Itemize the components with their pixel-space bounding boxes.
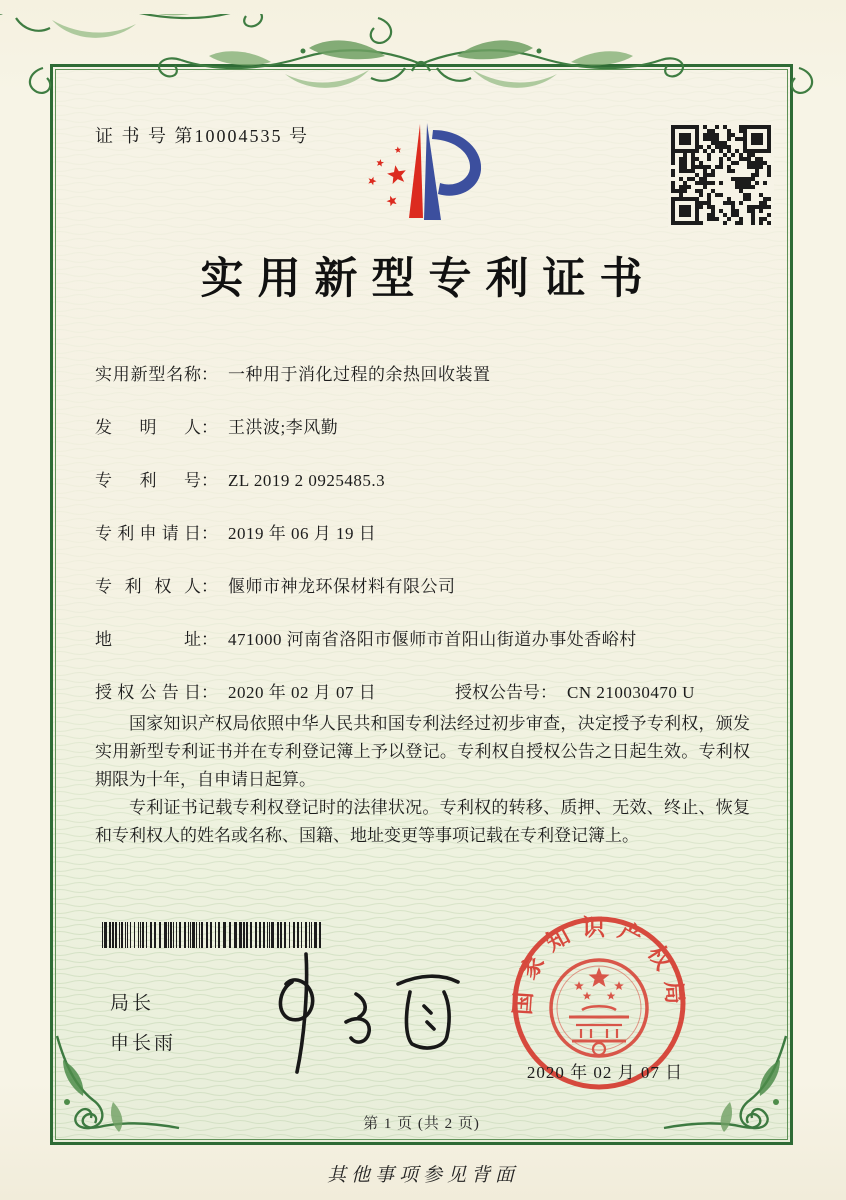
legal-text	[95, 710, 750, 850]
field-row	[95, 625, 753, 678]
field-row	[95, 572, 753, 625]
grant-number	[455, 678, 695, 703]
legal-paragraph: 国家知识产权局依照中华人民共和国专利法经过初步审查，决定授予专利权，颁发实用新型专利证书并在专利登记簿上予以登记。专利权自授权公告之日起生效。专利权期限为十年，自申请日起算。	[95, 714, 750, 789]
grant-date-label: 授权公告日	[95, 683, 201, 702]
field-label: 专利号	[95, 471, 201, 490]
field-row	[95, 519, 753, 572]
qr-code-icon	[668, 122, 774, 228]
field-row	[95, 360, 753, 413]
grant-no-label: 授权公告号	[455, 683, 540, 702]
field-value: ZL 2019 2 0925485.3	[228, 471, 386, 490]
colon: ：	[201, 524, 218, 543]
seal-date: 2020 年 02 月 07 日	[526, 1063, 684, 1082]
legal-paragraph: 专利证书记载专利权登记时的法律状况。专利权的转移、质押、无效、终止、恢复和专利权人的姓名或名称、国籍、地址变更等事项记载在专利登记簿上。	[95, 798, 750, 845]
field-row	[95, 466, 753, 519]
colon: ：	[201, 683, 218, 702]
field-value: 偃师市神龙环保材料有限公司	[228, 577, 456, 596]
field-label: 专利权人	[95, 577, 201, 596]
field-value: 一种用于消化过程的余热回收装置	[228, 365, 491, 384]
field-label: 专利申请日	[95, 524, 201, 543]
certificate-number: 证 书 号 第10004535 号	[95, 126, 309, 146]
svg-text:国家知识产权局	[510, 915, 688, 1016]
page-number: 第 1 页 (共 2 页)	[363, 1116, 480, 1132]
certificate-body	[50, 64, 793, 1145]
back-note: 其他事项参见背面	[326, 1165, 519, 1186]
grant-no-value: CN 210030470 U	[567, 683, 695, 702]
field-list	[95, 360, 753, 731]
certificate-title: 实用新型专利证书	[200, 256, 657, 303]
director-name: 申长雨	[110, 1033, 177, 1054]
field-label: 实用新型名称	[95, 365, 201, 384]
colon: ：	[201, 418, 218, 437]
seal-text: 国家知识产权局	[510, 915, 688, 1016]
colon: ：	[201, 577, 218, 596]
colon: ：	[201, 365, 218, 384]
cnipa-patent-logo-icon	[350, 110, 515, 232]
corner-flourish-icon	[53, 1030, 183, 1142]
director-title: 局长	[110, 993, 155, 1014]
field-label: 发明人	[95, 418, 201, 437]
colon: ：	[201, 630, 218, 649]
director-signature-icon	[230, 942, 480, 1087]
field-label: 地址	[95, 630, 201, 649]
field-value: 471000 河南省洛阳市偃师市首阳山街道办事处香峪村	[228, 630, 637, 649]
field-row	[95, 413, 753, 466]
colon: ：	[540, 683, 557, 702]
top-flourish-icon	[0, 14, 846, 114]
grant-date-value: 2020 年 02 月 07 日	[228, 683, 377, 702]
field-value: 王洪波;李风勤	[228, 418, 339, 437]
field-value: 2019 年 06 月 19 日	[228, 524, 377, 543]
colon: ：	[201, 471, 218, 490]
